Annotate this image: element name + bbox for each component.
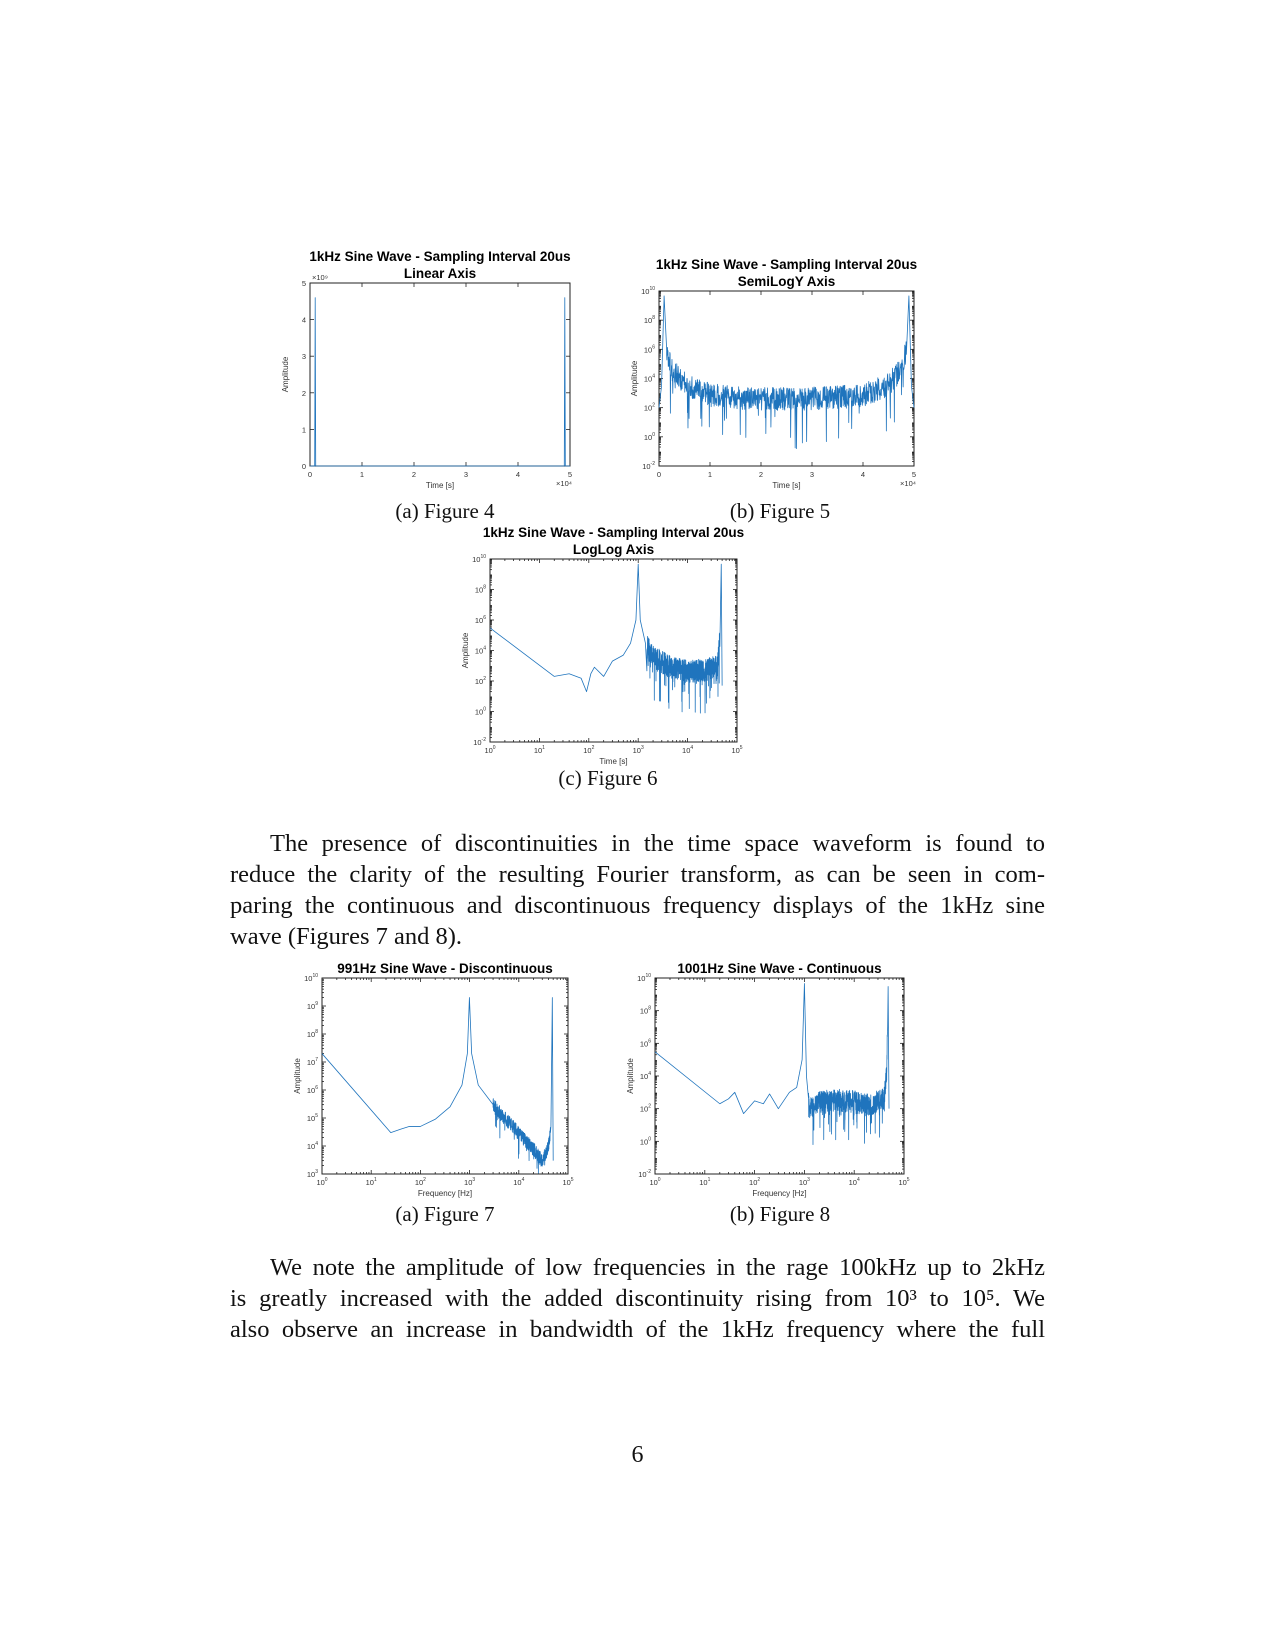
y-tick-label: $10^{-2}$	[638, 1169, 651, 1179]
paragraph-1-line-3: paring the continuous and discontinuous frequency displays of the 1kHz sine	[230, 892, 1045, 919]
plot-area	[655, 978, 904, 1174]
chart-title: SemiLogY Axis	[737, 274, 836, 289]
x-tick-label: 2	[758, 470, 764, 479]
y-axis-label: Amplitude	[281, 356, 290, 393]
paragraph-1-line-1: The presence of discontinuities in the time space waveform is found to	[270, 830, 1045, 857]
chart-title: Linear Axis	[403, 266, 477, 281]
x-tick-label: 2	[411, 470, 417, 479]
x-axis-label: Frequency [Hz]	[417, 1189, 473, 1198]
plot-area	[490, 559, 737, 742]
y-tick-label: $10^5$	[306, 1113, 318, 1123]
figure-6	[455, 518, 760, 770]
y-axis-label: Amplitude	[630, 360, 639, 397]
x-tick-label: $10^3$	[798, 1177, 810, 1187]
y-tick-label: $10^8$	[306, 1029, 318, 1039]
chart-title: LogLog Axis	[572, 542, 655, 557]
chart-title: 1kHz Sine Wave - Sampling Interval 20us	[655, 257, 918, 272]
y-tick-label: 4	[301, 315, 306, 325]
paragraph-2	[230, 1252, 1045, 1345]
x-tick-label: 1	[359, 470, 365, 479]
y-tick-label: $10^{10}$	[472, 554, 486, 564]
x-tick-label: $10^3$	[464, 1177, 476, 1187]
y-tick-label: $10^8$	[639, 1005, 651, 1016]
y-tick-label: $10^8$	[474, 584, 486, 595]
y-tick-label: $10^6$	[643, 344, 655, 355]
y-axis-label: Amplitude	[626, 1058, 635, 1094]
x-tick-label: 3	[463, 470, 469, 479]
chart-title: 1kHz Sine Wave - Sampling Interval 20us	[482, 525, 745, 540]
chart-title: 1001Hz Sine Wave - Continuous	[677, 961, 882, 976]
figure-8-caption: (b) Figure 8	[729, 1202, 831, 1226]
x-tick-label: 3	[809, 470, 815, 479]
x-tick-label: 0	[656, 470, 662, 479]
y-tick-label: $10^0$	[474, 706, 486, 717]
x-tick-label: $10^5$	[898, 1177, 910, 1187]
x-tick-label: $10^2$	[414, 1177, 426, 1187]
paragraph-2-line-1: We note the amplitude of low frequencies in the rage 100kHz up to 2kHz	[270, 1254, 1045, 1281]
y-tick-label: $10^2$	[643, 402, 655, 413]
figure-7	[290, 957, 590, 1207]
figure-7-caption: (a) Figure 7	[395, 1202, 495, 1226]
y-tick-label: $10^{-2}$	[473, 737, 486, 747]
x-axis-label: Time [s]	[599, 757, 628, 766]
figure-7-chart	[290, 957, 590, 1207]
y-tick-label: 2	[301, 388, 306, 398]
plot-area	[310, 283, 570, 466]
y-tick-label: $10^4$	[639, 1071, 651, 1081]
y-tick-label: $10^6$	[639, 1038, 651, 1049]
x-multiplier: ×10⁴	[900, 479, 916, 488]
series-line	[655, 984, 889, 1145]
chart-title: 1kHz Sine Wave - Sampling Interval 20us	[309, 249, 571, 264]
y-tick-label: 3	[301, 352, 306, 362]
x-tick-label: $10^1$	[365, 1177, 377, 1187]
figure-6-chart	[455, 518, 760, 770]
x-tick-label: $10^4$	[848, 1177, 860, 1187]
x-tick-label: $10^4$	[513, 1177, 525, 1187]
y-tick-label: $10^7$	[306, 1057, 318, 1067]
y-tick-label: $10^6$	[306, 1085, 318, 1095]
y-tick-label: 1	[301, 425, 306, 435]
figure-4-caption: (a) Figure 4	[395, 499, 495, 523]
chart-title: 991Hz Sine Wave - Discontinuous	[337, 961, 553, 976]
figure-4-chart	[281, 240, 578, 508]
y-tick-label: $10^2$	[639, 1103, 651, 1114]
figure-8	[624, 957, 924, 1207]
y-tick-label: $10^3$	[306, 1169, 318, 1179]
page-number: 6	[631, 1442, 644, 1468]
y-tick-label: 0	[301, 462, 306, 471]
y-tick-label: 5	[301, 279, 306, 288]
x-tick-label: $10^1$	[699, 1177, 711, 1187]
series-line	[310, 298, 570, 466]
y-tick-label: $10^4$	[643, 373, 655, 384]
paragraph-2-line-3: also observe an increase in bandwidth of the 1kHz frequency where the full	[230, 1316, 1045, 1343]
series-line	[490, 564, 722, 713]
y-tick-label: $10^{10}$	[637, 973, 651, 983]
x-tick-label: 4	[515, 470, 521, 479]
y-tick-label: $10^2$	[474, 676, 486, 686]
x-tick-label: 5	[567, 470, 573, 479]
series-line	[659, 296, 914, 449]
y-tick-label: $10^0$	[639, 1136, 651, 1147]
figure-4	[281, 240, 578, 508]
x-tick-label: $10^0$	[484, 745, 496, 755]
x-tick-label: $10^5$	[731, 745, 743, 755]
paragraph-1-line-4: wave (Figures 7 and 8).	[230, 923, 463, 950]
x-tick-label: 1	[707, 470, 713, 479]
y-tick-label: $10^{10}$	[641, 286, 655, 296]
figure-5	[624, 250, 924, 500]
y-multiplier: ×10⁹	[312, 273, 328, 282]
x-tick-label: $10^3$	[632, 745, 644, 755]
figure-5-chart	[624, 250, 924, 500]
x-axis-label: Time [s]	[772, 481, 801, 490]
figure-8-chart	[624, 957, 924, 1207]
y-tick-label: $10^6$	[474, 615, 486, 625]
y-tick-label: $10^{-2}$	[642, 461, 655, 471]
y-tick-label: $10^8$	[643, 315, 655, 326]
x-tick-label: 4	[860, 470, 866, 479]
paragraph-1	[230, 828, 1045, 952]
figure-5-caption: (b) Figure 5	[729, 499, 831, 523]
x-tick-label: 5	[911, 470, 917, 479]
y-tick-label: $10^4$	[474, 645, 486, 656]
y-tick-label: $10^9$	[306, 1001, 318, 1011]
y-tick-label: $10^{10}$	[304, 973, 318, 983]
paragraph-1-line-2: reduce the clarity of the resulting Fourier transform, as can be seen in com-	[230, 861, 1045, 888]
x-tick-label: $10^2$	[583, 745, 595, 755]
y-tick-label: $10^4$	[306, 1141, 318, 1151]
y-tick-label: $10^0$	[643, 431, 655, 442]
x-tick-label: 0	[307, 470, 313, 479]
x-multiplier: ×10⁴	[556, 479, 572, 488]
y-axis-label: Amplitude	[461, 632, 470, 669]
x-tick-label: $10^1$	[533, 745, 545, 755]
x-tick-label: $10^0$	[649, 1177, 661, 1187]
x-tick-label: $10^0$	[316, 1177, 328, 1187]
x-tick-label: $10^5$	[562, 1177, 574, 1187]
y-axis-label: Amplitude	[293, 1058, 302, 1094]
x-axis-label: Time [s]	[425, 481, 455, 490]
paragraph-2-line-2: is greatly increased with the added discontinuity rising from 10³ to 10⁵. We	[230, 1285, 1045, 1312]
series-line	[322, 998, 553, 1174]
x-axis-label: Frequency [Hz]	[752, 1189, 807, 1198]
x-tick-label: $10^4$	[682, 745, 694, 755]
plot-area	[659, 291, 914, 466]
figure-6-caption: (c) Figure 6	[558, 766, 658, 790]
x-tick-label: $10^2$	[749, 1177, 761, 1187]
